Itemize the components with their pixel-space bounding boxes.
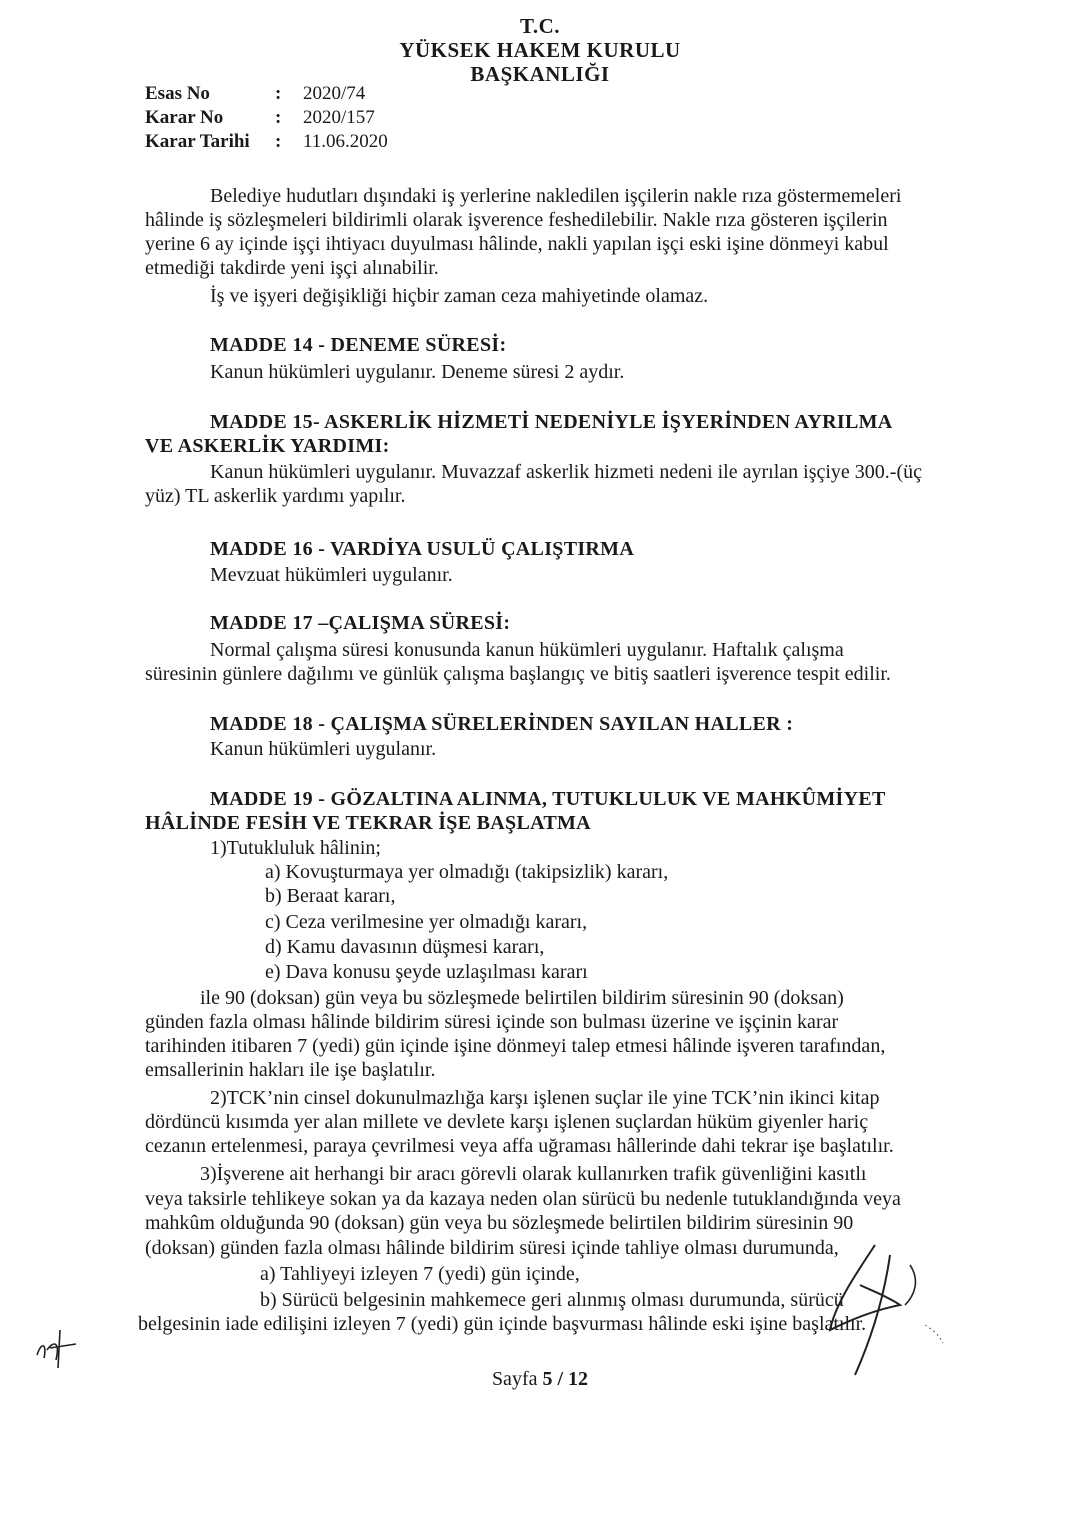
- article-15-body: yüz) TL askerlik yardımı yapılır.: [145, 485, 406, 507]
- article-19-s3-item-b: b) Sürücü belgesinin mahkemece geri alınmış olması durumunda, sürücü: [260, 1289, 844, 1311]
- article-16-body: Mevzuat hükümleri uygulanır.: [210, 564, 453, 586]
- article-15-body: Kanun hükümleri uygulanır. Muvazzaf askerlik hizmeti nedeni ile ayrılan işçiye 300.-(üç: [210, 461, 922, 483]
- article-19-s1-line: emsallerinin hakları ile işe başlatılır.: [145, 1059, 436, 1081]
- meta-value: 2020/157: [303, 107, 375, 128]
- article-18-body: Kanun hükümleri uygulanır.: [210, 738, 437, 760]
- intro-line: Belediye hudutları dışındaki iş yerlerine nakledilen işçilerin nakle rıza göstermemeleri: [210, 185, 902, 207]
- list-item: b) Beraat kararı,: [265, 885, 396, 907]
- article-17-body: süresinin günlere dağılımı ve günlük çalışma başlangıç ve bitiş saatleri işverence tespit edilir.: [145, 663, 891, 685]
- article-19-s1-line: ile 90 (doksan) gün veya bu sözleşmede belirtilen bildirim süresinin 90 (doksan): [200, 987, 844, 1009]
- article-19-s3-item-b-cont: belgesinin iade edilişini izleyen 7 (yedi) gün içinde başvurması hâlinde eski işine başlatılır.: [138, 1313, 867, 1335]
- article-17-title: MADDE 17 –ÇALIŞMA SÜRESİ:: [210, 612, 511, 634]
- article-19-title: MADDE 19 - GÖZALTINA ALINMA, TUTUKLULUK VE MAHKÛMİYET: [210, 788, 886, 810]
- article-19-s2-line: 2)TCK’nin cinsel dokunulmazlığa karşı işlenen suçlar ile yine TCK’nin ikinci kitap: [210, 1087, 880, 1109]
- list-item: a) Kovuşturmaya yer olmadığı (takipsizlik) kararı,: [265, 861, 669, 883]
- meta-karar-row: Karar No : 2020/157: [145, 107, 375, 128]
- page-label: Sayfa: [491, 1368, 538, 1390]
- article-19-s3-item-a: a) Tahliyeyi izleyen 7 (yedi) gün içinde,: [260, 1263, 580, 1285]
- article-16-title: MADDE 16 - VARDİYA USULÜ ÇALIŞTIRMA: [210, 538, 635, 560]
- list-item: e) Dava konusu şeyde uzlaşılması kararı: [265, 961, 588, 983]
- article-19-s3-line: 3)İşverene ait herhangi bir aracı görevli olarak kullanırken trafik güvenliğini kasıtlı: [200, 1163, 867, 1185]
- article-19-s3-line: (doksan) günden fazla olması hâlinde bildirim süresi içinde tahliye olması durumunda,: [145, 1237, 839, 1259]
- article-19-s1-line: günden fazla olması hâlinde bildirim süresi içinde son bulması üzerine ve işçinin karar: [145, 1011, 839, 1033]
- meta-tarih-row: Karar Tarihi : 11.06.2020: [145, 131, 388, 152]
- article-19-s3-line: veya taksirle tehlikeye sokan ya da kazaya neden olan sürücü bu nedenle tutuklandığında veya: [145, 1188, 901, 1210]
- list-item: c) Ceza verilmesine yer olmadığı kararı,: [265, 911, 588, 933]
- article-19-s3-line: mahkûm olduğunda 90 (doksan) gün veya bu sözleşmede belirtilen bildirim süresinin 90: [145, 1212, 854, 1234]
- meta-value: 11.06.2020: [303, 131, 388, 152]
- intro-line: etmediği takdirde yeni işçi alınabilir.: [145, 257, 439, 279]
- intro-line: İş ve işyeri değişikliği hiçbir zaman ceza mahiyetinde olamaz.: [210, 285, 709, 307]
- article-19-s2-line: cezanın ertelenmesi, paraya çevrilmesi veya affa uğraması hâllerinde dahi tekrar işe başlatılır.: [145, 1135, 894, 1157]
- meta-esas-row: Esas No : 2020/74: [145, 83, 366, 104]
- article-19-s2-line: dördüncü kısımda yer alan millete ve devlete karşı işlenen suçlardan hüküm giyenler hariç: [145, 1111, 869, 1133]
- header-presidency: BAŞKANLIĞI: [470, 62, 610, 86]
- header-institution: YÜKSEK HAKEM KURULU: [399, 38, 681, 62]
- intro-line: yerine 6 ay içinde işçi ihtiyacı duyulması hâlinde, nakli yapılan işçi eski işine dönmeyi kabul: [145, 233, 889, 255]
- article-14-body: Kanun hükümleri uygulanır. Deneme süresi 2 aydır.: [210, 361, 625, 383]
- intro-line: hâlinde iş sözleşmeleri bildirimli olarak işverence feshedilebilir. Nakle rıza gösteren işçilerin: [145, 209, 888, 231]
- article-17-body: Normal çalışma süresi konusunda kanun hükümleri uygulanır. Haftalık çalışma: [210, 639, 844, 661]
- article-18-title: MADDE 18 - ÇALIŞMA SÜRELERİNDEN SAYILAN HALLER :: [210, 713, 794, 735]
- article-19-s1-intro: 1)Tutukluluk hâlinin;: [210, 837, 381, 859]
- list-item: d) Kamu davasının düşmesi kararı,: [265, 936, 545, 958]
- page-number: 5 / 12: [542, 1368, 589, 1390]
- article-15-title-cont: VE ASKERLİK YARDIMI:: [145, 435, 390, 457]
- article-15-title: MADDE 15- ASKERLİK HİZMETİ NEDENİYLE İŞYERİNDEN AYRILMA: [210, 411, 893, 433]
- article-19-title-cont: HÂLİNDE FESİH VE TEKRAR İŞE BAŞLATMA: [145, 812, 591, 834]
- meta-label: Karar Tarihi: [145, 131, 250, 152]
- handwritten-signature: [815, 1235, 945, 1385]
- article-19-s1-line: tarihinden itibaren 7 (yedi) gün içinde işine dönmeyi talep etmesi hâlinde işveren tarafından,: [145, 1035, 886, 1057]
- meta-label: Esas No: [145, 83, 210, 104]
- meta-label: Karar No: [145, 107, 224, 128]
- meta-value: 2020/74: [303, 83, 366, 104]
- page-footer: [0, 1367, 1080, 1391]
- initials-mark: [32, 1320, 82, 1370]
- article-14-title: MADDE 14 - DENEME SÜRESİ:: [210, 334, 507, 356]
- header-tc: T.C.: [519, 14, 561, 38]
